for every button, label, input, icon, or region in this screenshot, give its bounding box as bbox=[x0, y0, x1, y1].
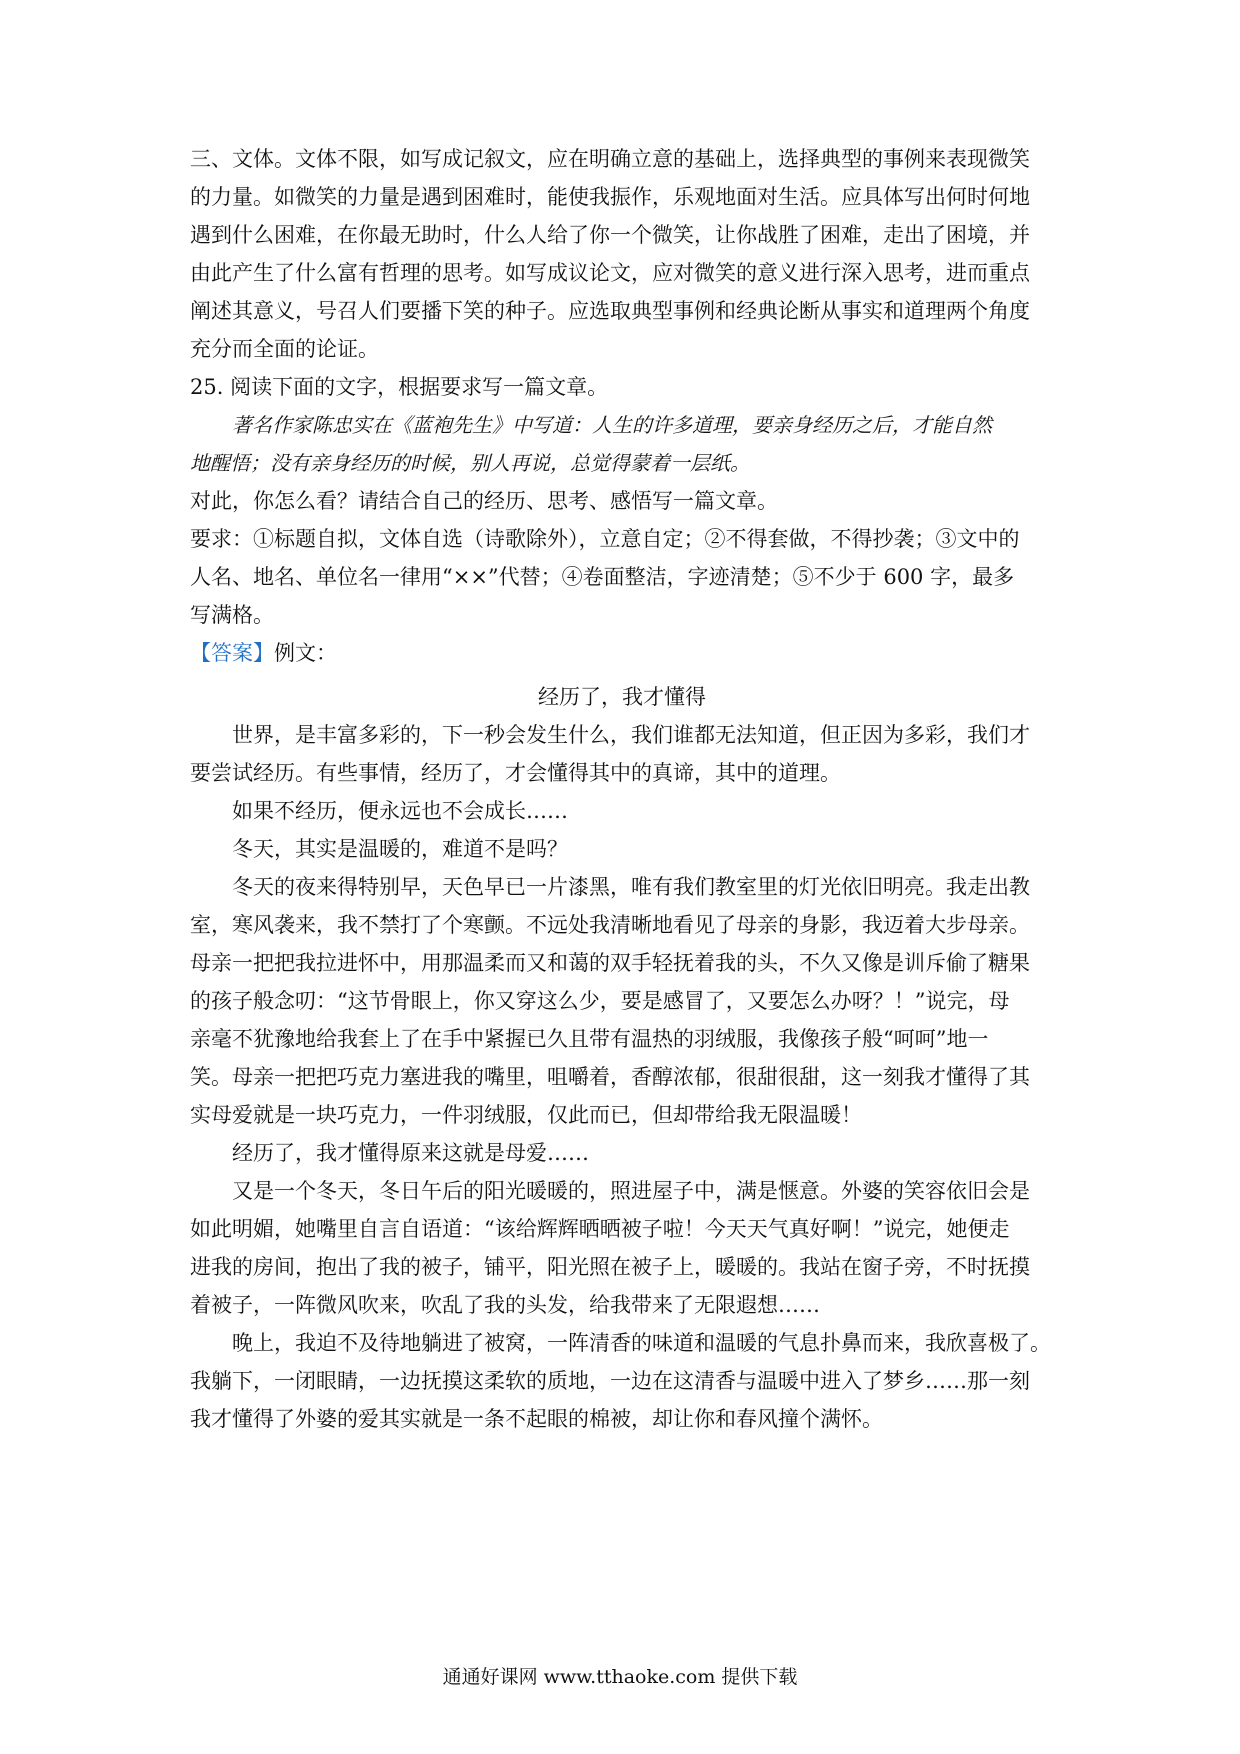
essay-line: 冬天，其实是温暖的，难道不是吗？ bbox=[232, 837, 568, 861]
quote-line: 地醒悟；没有亲身经历的时候，别人再说，总觉得蒙着一层纸。 bbox=[190, 451, 750, 475]
essay-title: 经历了，我才懂得 bbox=[538, 685, 706, 709]
question-25 bbox=[190, 368, 1054, 634]
essay-line: 我躺下，一闭眼睛，一边抚摸这柔软的质地，一边在这清香与温暖中进入了梦乡……那一刻 bbox=[190, 1369, 1030, 1393]
essay-line: 我才懂得了外婆的爱其实就是一条不起眼的棉被，却让你和春风撞个满怀。 bbox=[190, 1407, 883, 1431]
question-prompt: 对此，你怎么看？请结合自己的经历、思考、感悟写一篇文章。 bbox=[190, 489, 778, 513]
section3-line: 三、文体。文体不限，如写成记叙文，应在明确立意的基础上，选择典型的事例来表现微笑 bbox=[190, 147, 1030, 171]
requirement-line: 人名、地名、单位名一律用“××”代替；④卷面整洁，字迹清楚；⑤不少于 600 字，最多 bbox=[190, 565, 1015, 589]
answer-block bbox=[190, 634, 1054, 1438]
essay-line: 世界，是丰富多彩的，下一秒会发生什么，我们谁都无法知道，但正因为多彩，我们才 bbox=[232, 723, 1030, 747]
essay-line: 母亲一把把我拉进怀中，用那温柔而又和蔼的双手轻抚着我的头，不久又像是训斥偷了糖果 bbox=[190, 951, 1030, 975]
essay-line: 的孩子般念叨：“这节骨眼上，你又穿这么少，要是感冒了，又要怎么办呀？！”说完，母 bbox=[190, 989, 1010, 1013]
essay-line: 经历了，我才懂得原来这就是母爱…… bbox=[232, 1141, 589, 1165]
section3-line: 的力量。如微笑的力量是遇到困难时，能使我振作，乐观地面对生活。应具体写出何时何地 bbox=[190, 185, 1030, 209]
essay-line: 着被子，一阵微风吹来，吹乱了我的头发，给我带来了无限遐想…… bbox=[190, 1293, 820, 1317]
requirement-line: 要求：①标题自拟，文体自选（诗歌除外），立意自定；②不得套做，不得抄袭；③文中的 bbox=[190, 527, 1020, 551]
essay-line: 实母爱就是一块巧克力，一件羽绒服，仅此而已，但却带给我无限温暖！ bbox=[190, 1103, 862, 1127]
answer-label: 例文： bbox=[274, 641, 337, 665]
essay-line: 晚上，我迫不及待地躺进了被窝，一阵清香的味道和温暖的气息扑鼻而来，我欣喜极了。 bbox=[232, 1331, 1051, 1355]
section3-line: 充分而全面的论证。 bbox=[190, 337, 379, 361]
section3-line: 阐述其意义，号召人们要播下笑的种子。应选取典型事例和经典论断从事实和道理两个角度 bbox=[190, 299, 1030, 323]
essay-line: 又是一个冬天，冬日午后的阳光暖暖的，照进屋子中，满是惬意。外婆的笑容依旧会是 bbox=[232, 1179, 1030, 1203]
essay-line: 要尝试经历。有些事情，经历了，才会懂得其中的真谛，其中的道理。 bbox=[190, 761, 841, 785]
section3-line: 遇到什么困难，在你最无助时，什么人给了你一个微笑，让你战胜了困难，走出了困境，并 bbox=[190, 223, 1030, 247]
question-stem: 25. 阅读下面的文字，根据要求写一篇文章。 bbox=[190, 375, 609, 399]
essay-line: 进我的房间，抱出了我的被子，铺平，阳光照在被子上，暖暖的。我站在窗子旁，不时抚摸 bbox=[190, 1255, 1030, 1279]
document-page bbox=[190, 140, 1054, 1438]
essay-line: 如此明媚，她嘴里自言自语道：“该给辉辉晒晒被子啦！今天天气真好啊！”说完，她便走 bbox=[190, 1217, 1010, 1241]
quote-line: 著名作家陈忠实在《蓝袍先生》中写道：人生的许多道理，要亲身经历之后，才能自然 bbox=[232, 413, 992, 437]
answer-heading bbox=[190, 634, 1054, 672]
essay-line: 如果不经历，便永远也不会成长…… bbox=[232, 799, 568, 823]
answer-tag: 【答案】 bbox=[190, 641, 274, 665]
essay-line: 笑。母亲一把把巧克力塞进我的嘴里，咀嚼着，香醇浓郁，很甜很甜，这一刻我才懂得了其 bbox=[190, 1065, 1030, 1089]
essay-line: 室，寒风袭来，我不禁打了个寒颤。不远处我清晰地看见了母亲的身影，我迈着大步母亲。 bbox=[190, 913, 1030, 937]
footer-credit: 通通好课网 www.tthaoke.com 提供下载 bbox=[442, 1666, 798, 1688]
essay-line: 冬天的夜来得特别早，天色早已一片漆黑，唯有我们教室里的灯光依旧明亮。我走出教 bbox=[232, 875, 1030, 899]
section3-block bbox=[190, 140, 1054, 368]
essay-line: 亲毫不犹豫地给我套上了在手中紧握已久且带有温热的羽绒服，我像孩子般“呵呵”地一 bbox=[190, 1027, 989, 1051]
requirement-line: 写满格。 bbox=[190, 603, 274, 627]
section3-line: 由此产生了什么富有哲理的思考。如写成议论文，应对微笑的意义进行深入思考，进而重点 bbox=[190, 261, 1030, 285]
essay-body bbox=[190, 716, 1054, 1438]
